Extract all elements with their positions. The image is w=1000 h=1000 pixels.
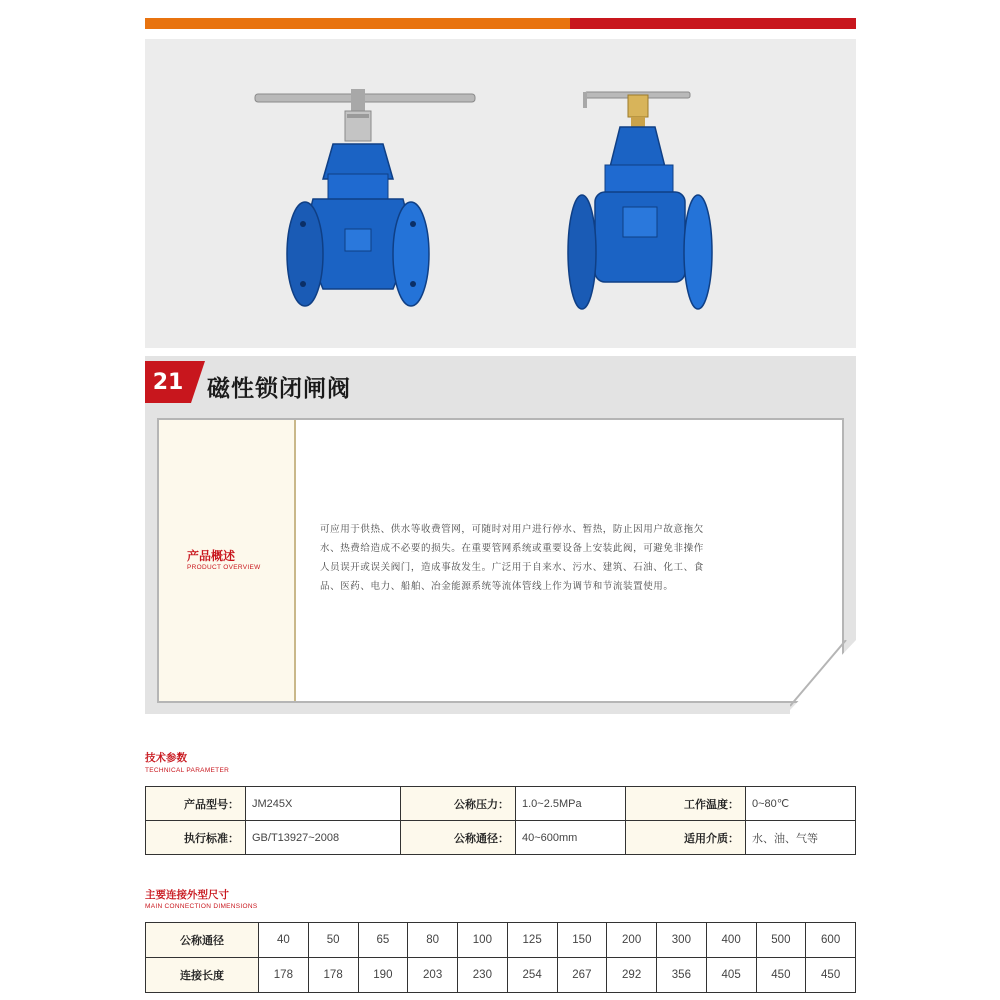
dn-cell: 100 (458, 923, 508, 958)
overview-line: 可应用于供热、供水等收费管网，可随时对用户进行停水、暂热，防止因用户故意拖欠 (320, 524, 704, 535)
dn-cell: 125 (507, 923, 557, 958)
dn-cell: 200 (607, 923, 657, 958)
table-row (146, 787, 856, 821)
technical-title: 技术参数 (145, 752, 187, 764)
overview-label: 产品概述 (187, 549, 236, 563)
dn-cell: 600 (806, 923, 856, 958)
table-row (146, 821, 856, 855)
top-accent-bar (145, 18, 856, 29)
length-cell: 178 (308, 958, 358, 993)
length-cell: 405 (706, 958, 756, 993)
dn-cell: 500 (756, 923, 806, 958)
overview-line: 品、医药、电力、船舶、冶金能源系统等流体管线上作为调节和节流装置使用。 (320, 581, 674, 592)
param-value: 40~600mm (516, 821, 626, 855)
dn-cell: 50 (308, 923, 358, 958)
length-cell: 254 (507, 958, 557, 993)
param-label: 产品型号： (146, 787, 246, 821)
dimensions-title-en: MAIN CONNECTION DIMENSIONS (145, 903, 258, 910)
overview-label-en: PRODUCT OVERVIEW (187, 564, 261, 571)
table-row (146, 958, 856, 993)
length-cell: 267 (557, 958, 607, 993)
dn-cell: 150 (557, 923, 607, 958)
overview-text (320, 520, 810, 596)
dn-cell: 40 (259, 923, 309, 958)
row-label: 连接长度 (146, 958, 259, 993)
length-cell: 356 (657, 958, 707, 993)
valve-side-icon (565, 87, 725, 317)
length-cell: 178 (259, 958, 309, 993)
dimensions-table (145, 922, 856, 993)
row-label: 公称通径 (146, 923, 259, 958)
dn-cell: 80 (408, 923, 458, 958)
param-label: 公称通径： (401, 821, 516, 855)
accent-bar-red (570, 18, 856, 29)
dn-cell: 300 (657, 923, 707, 958)
length-cell: 292 (607, 958, 657, 993)
technical-parameter-table (145, 786, 856, 855)
param-value: 水、油、气等 (746, 821, 856, 855)
param-value: 1.0~2.5MPa (516, 787, 626, 821)
param-value: JM245X (246, 787, 401, 821)
length-cell: 230 (458, 958, 508, 993)
param-label: 执行标准： (146, 821, 246, 855)
length-cell: 450 (806, 958, 856, 993)
dimensions-title: 主要连接外型尺寸 (145, 889, 229, 901)
accent-bar-orange (145, 18, 570, 29)
param-label: 适用介质： (626, 821, 746, 855)
technical-title-en: TECHNICAL PARAMETER (145, 767, 230, 774)
param-label: 公称压力： (401, 787, 516, 821)
length-cell: 450 (756, 958, 806, 993)
corner-decoration (790, 640, 860, 724)
dn-cell: 400 (706, 923, 756, 958)
product-photo-panel (145, 39, 856, 348)
length-cell: 203 (408, 958, 458, 993)
param-label: 工作温度： (626, 787, 746, 821)
valve-front-icon (253, 89, 478, 319)
product-title: 磁性锁闭闸阀 (207, 376, 351, 402)
dn-cell: 65 (358, 923, 408, 958)
overview-line: 人员误开或误关阀门，造成事故发生。广泛用于自来水、污水、建筑、石油、化工、食 (320, 562, 704, 573)
product-number-badge: 21 (145, 361, 191, 403)
length-cell: 190 (358, 958, 408, 993)
badge-tail (191, 361, 205, 403)
param-value: 0~80℃ (746, 787, 856, 821)
table-row (146, 923, 856, 958)
param-value: GB/T13927~2008 (246, 821, 401, 855)
overview-line: 水、热费给造成不必要的损失。在重要管网系统或重要设备上安装此阀，可避免非操作 (320, 543, 704, 554)
